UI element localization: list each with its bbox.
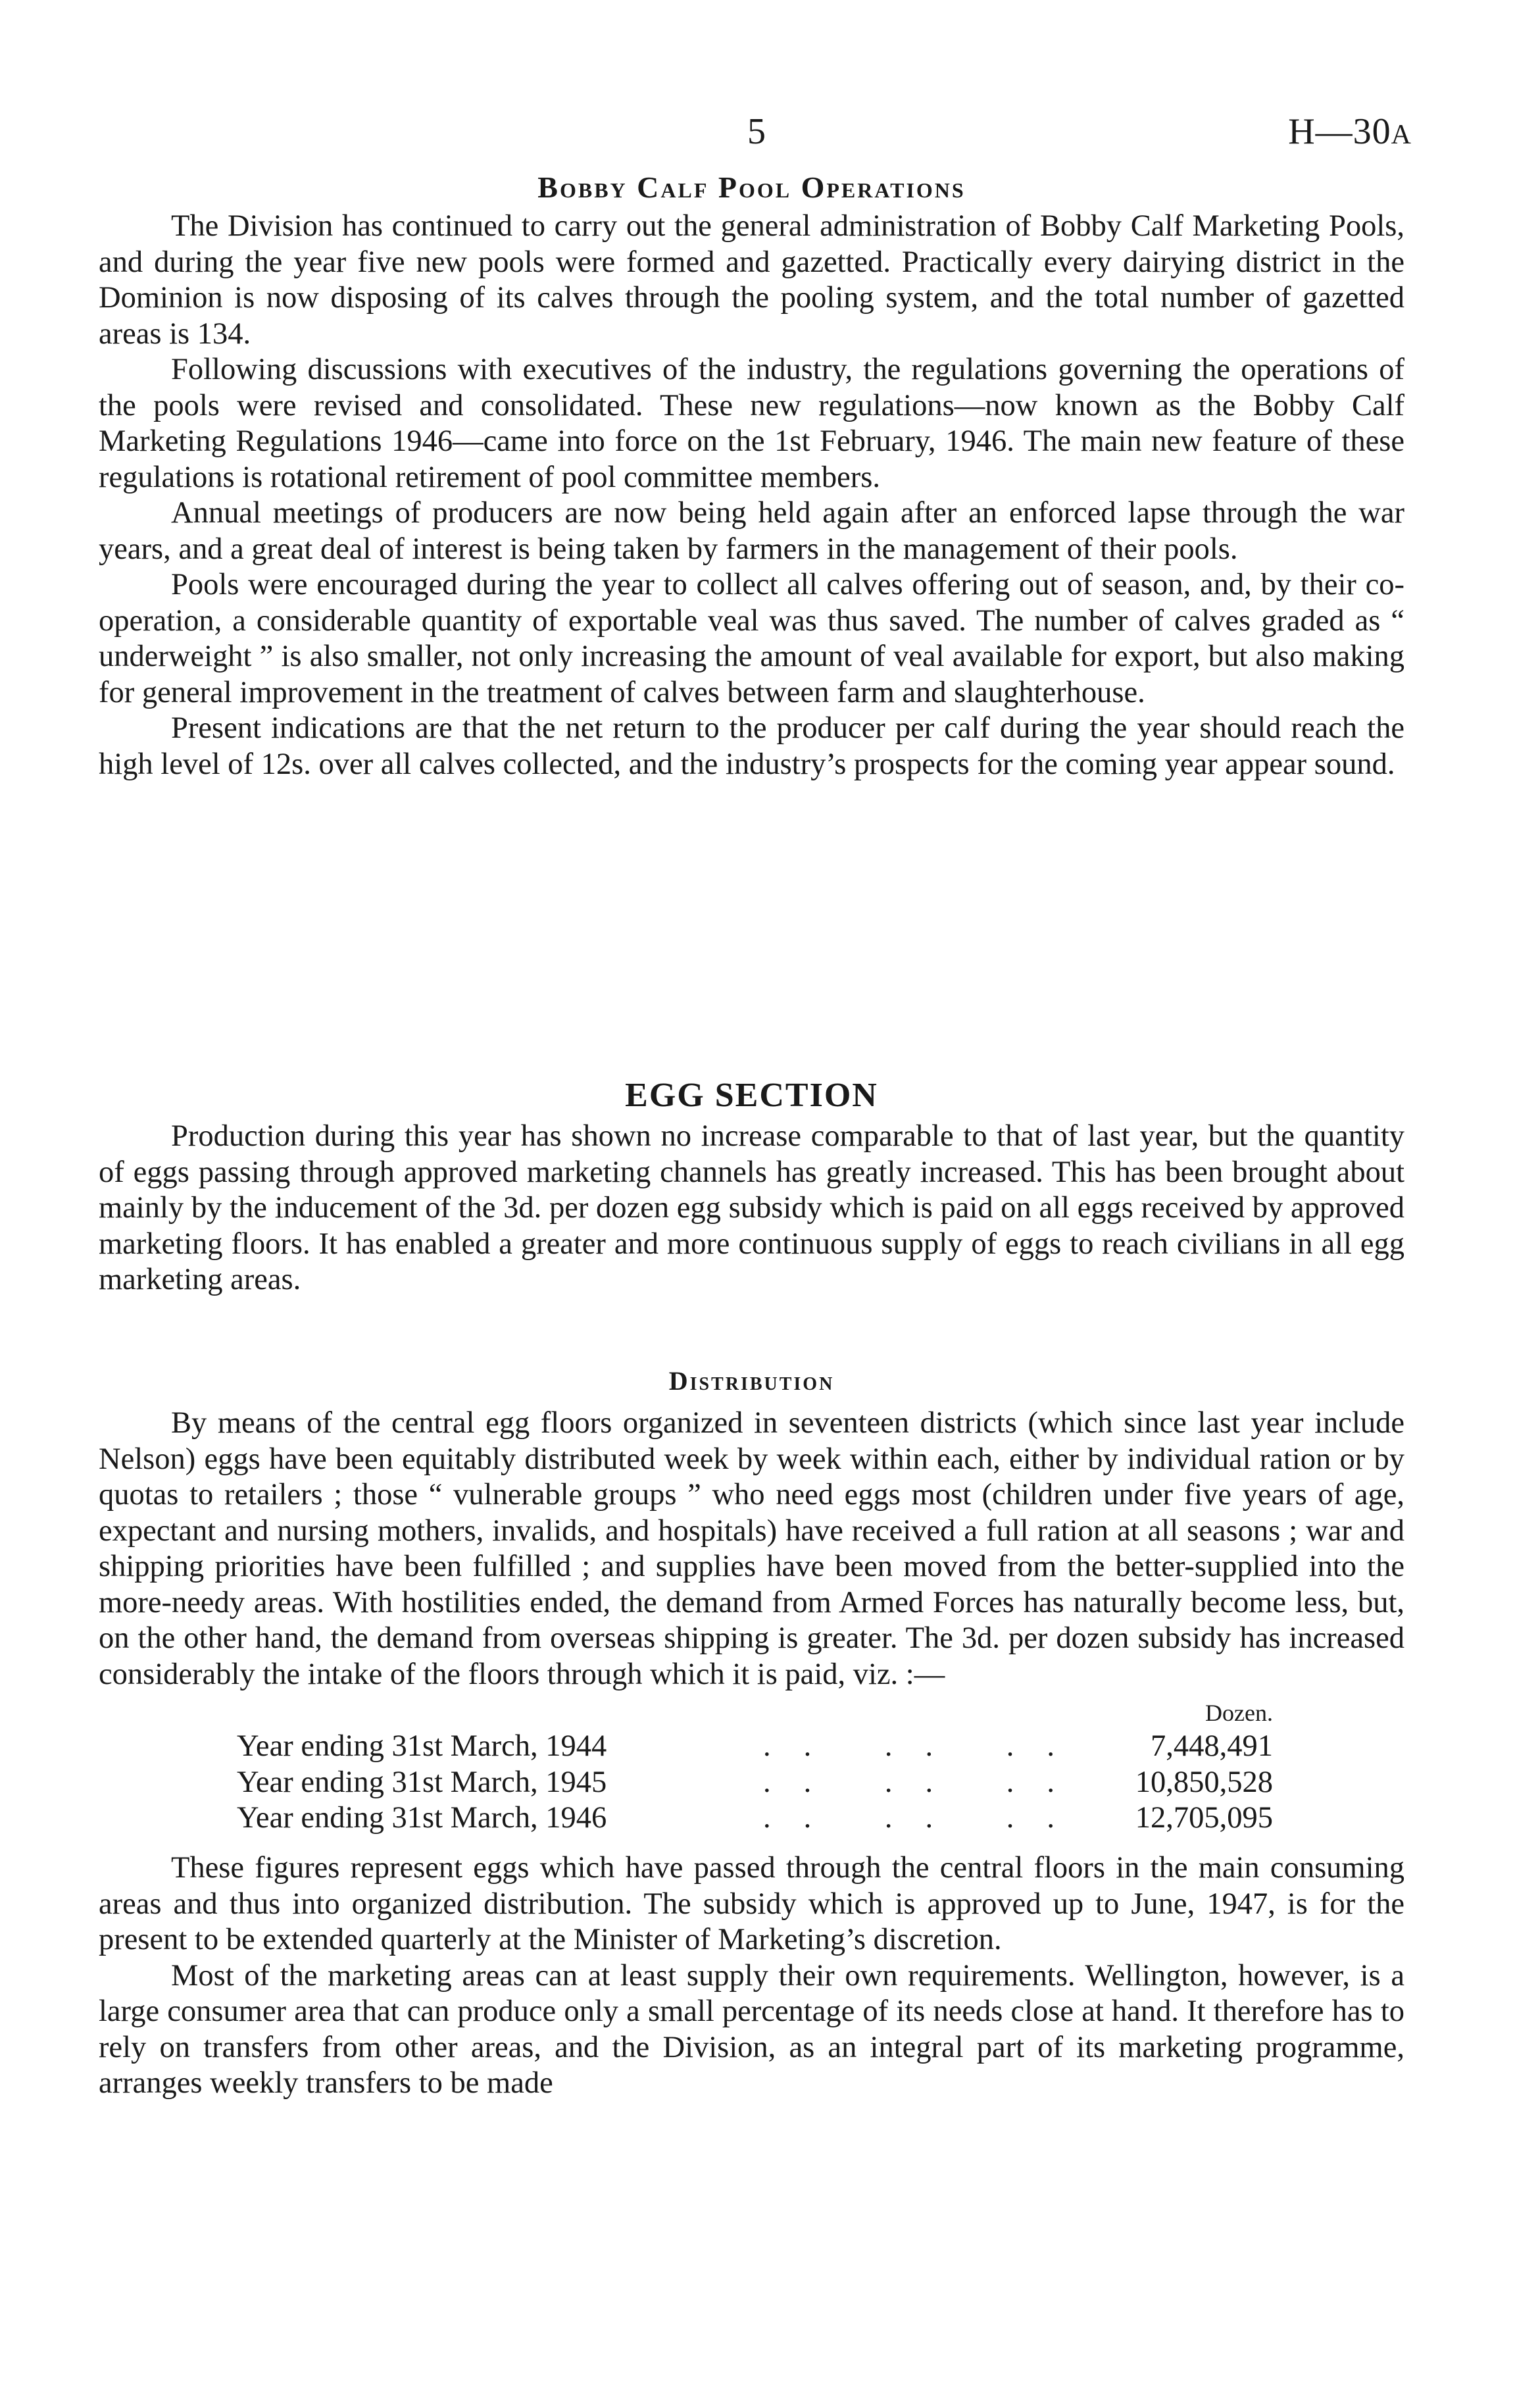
row-leader-dots: .. .. .. <box>763 1765 1087 1799</box>
distribution-paragraph-2: These figures represent eggs which have passed through the central floors in the main consuming areas and thus into organized distribution. The subsidy which is approved up to June, 1947, is for the present to be extended quarterly at the Minister of Marketing’s discretion. <box>99 1851 1404 1956</box>
distribution-section <box>99 1365 1404 2102</box>
egg-intake-table <box>99 1692 1404 1850</box>
distribution-paragraph: By means of the central egg floors organized in seventeen districts (which since last year include Nelson) eggs have been equitably distributed week by week within each, either by individual ration or by quotas to retailers ; those “ vulnerable groups ” who need eggs most (children under five years of age, expectant and nursing mothers, invalids, and hospitals) have received a full ration at all seasons ; war and shipping priorities have been fulfilled ; and supplies have been moved from the better-supplied into the more-needy areas. With hostilities ended, the demand from Armed Forces has naturally become less, but, on the other hand, the demand from overseas shipping is greater. The 3d. per dozen subsidy has increased considerably the intake of the floors through which it is paid, viz. :— <box>99 1406 1404 1691</box>
row-label: Year ending 31st March, 1944 <box>237 1729 607 1763</box>
row-value: 10,850,528 <box>1135 1765 1273 1799</box>
table-row <box>99 1729 1404 1765</box>
row-value: 7,448,491 <box>1151 1729 1273 1763</box>
egg-section <box>99 1076 1404 1298</box>
bobby-calf-paragraph-5: Present indications are that the net return to the producer per calf during the year should reach the high level of 12s. over all calves collected, and the industry’s prospects for the coming year appear sound. <box>99 711 1404 781</box>
reference-main: H—30 <box>1288 111 1391 152</box>
page-number: 5 <box>747 111 766 152</box>
bobby-calf-paragraph-3: Annual meetings of producers are now being held again after an enforced lapse through the war years, and a great deal of interest is being taken by farmers in the management of their pools. <box>99 496 1404 566</box>
table-row <box>99 1800 1404 1837</box>
distribution-heading: Distribution <box>668 1366 835 1396</box>
egg-section-heading: EGG SECTION <box>625 1077 878 1114</box>
bobby-calf-paragraph-1: The Division has continued to carry out the general administration of Bobby Calf Marketing Pools, and during the year five new pools were formed and gazetted. Practically every dairying district in the Dominion is now disposing of its calves through the pooling system, and the total number of gazetted areas is 134. <box>99 209 1404 351</box>
egg-section-paragraph: Production during this year has shown no increase comparable to that of last year, but the quantity of eggs passing through approved marketing channels has greatly increased. This has been brought about mainly by the inducement of the 3d. per dozen egg subsidy which is paid on all eggs received by approved marketing floors. It has enabled a greater and more continuous supply of eggs to reach civilians in all egg marketing areas. <box>99 1119 1404 1296</box>
bobby-calf-section <box>99 170 1404 782</box>
row-leader-dots: .. .. .. <box>763 1729 1087 1763</box>
row-label: Year ending 31st March, 1946 <box>237 1801 607 1835</box>
row-leader-dots: .. .. .. <box>763 1801 1087 1835</box>
bobby-calf-paragraph-4: Pools were encouraged during the year to collect all calves offering out of season, and, by their co-operation, a considerable quantity of exportable veal was thus saved. The number of calves graded as “ underweight ” is also smaller, not only increasing the amount of veal available for export, but also making for general improvement in the treatment of calves between farm and slaughterhouse. <box>99 568 1404 709</box>
distribution-paragraph-3: Most of the marketing areas can at least supply their own requirements. Wellington, however, is a large consumer area that can produce only a small percentage of its needs close at hand. It therefore has to rely on transfers from other areas, and the Division, as an integral part of its marketing programme, arranges weekly transfers to be made <box>99 1958 1404 2100</box>
document-reference <box>1288 111 1412 153</box>
reference-suffix: A <box>1391 120 1412 150</box>
bobby-calf-paragraph-2: Following discussions with executives of the industry, the regulations governing the operations of the pools were revised and consolidated. These new regulations—now known as the Bobby Calf Marketing Regulations 1946—came into force on the 1st February, 1946. The main new feature of these regulations is rotational retirement of pool committee members. <box>99 353 1404 494</box>
bobby-calf-heading: Bobby Calf Pool Operations <box>537 170 966 204</box>
row-label: Year ending 31st March, 1945 <box>237 1765 607 1799</box>
table-unit-label: Dozen. <box>1205 1700 1273 1726</box>
table-row <box>99 1765 1404 1801</box>
row-value: 12,705,095 <box>1135 1801 1273 1835</box>
